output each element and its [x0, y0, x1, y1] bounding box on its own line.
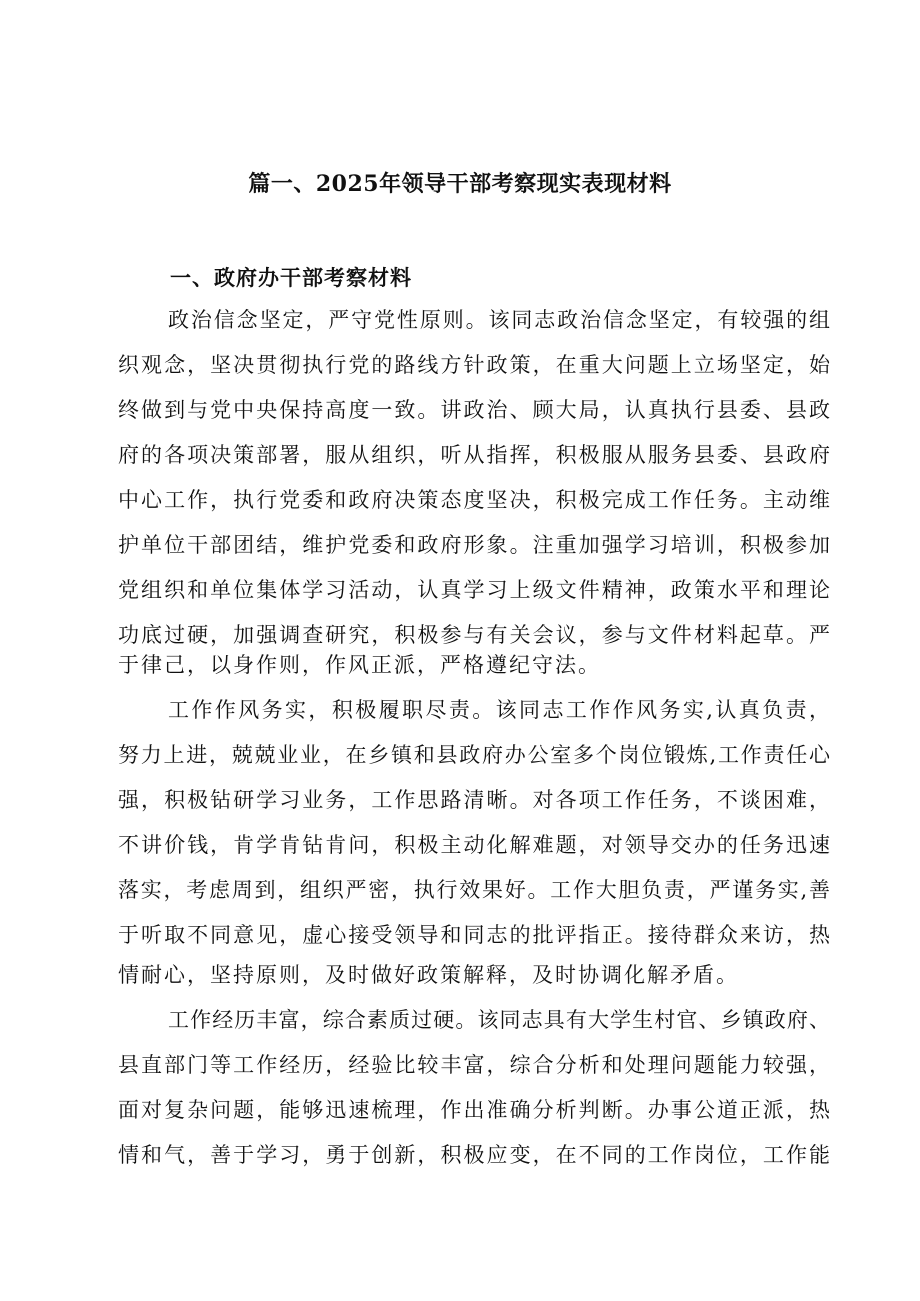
paragraph-line: 强，积极钻研学习业务，工作思路清晰。对各项工作任务，不谈困难，	[118, 788, 830, 812]
paragraph-line: 情耐心，坚持原则，及时做好政策解释，及时协调化解矛盾。	[118, 963, 739, 987]
paragraph-line: 于听取不同意见，虚心接受领导和同志的批评指正。接待群众来访，热	[118, 923, 830, 947]
paragraph-line: 护单位干部团结，维护党委和政府形象。注重加强学习培训，积极参加	[118, 533, 830, 557]
paragraph-line: 落实，考虑周到，组织严密，执行效果好。工作大胆负责，严谨务实,善	[118, 878, 830, 902]
paragraph-line: 中心工作，执行党委和政府决策态度坚决，积极完成工作任务。主动维	[118, 488, 830, 512]
paragraph-line: 功底过硬，加强调查研究，积极参与有关会议，参与文件材料起草。严	[118, 623, 830, 647]
document-title: 篇一、2025年领导干部考察现实表现材料	[248, 171, 672, 197]
paragraph-line: 终做到与党中央保持高度一致。讲政治、顾大局，认真执行县委、县政	[118, 398, 830, 422]
paragraph-line: 工作作风务实，积极履职尽责。该同志工作作风务实,认真负责，	[168, 698, 830, 722]
paragraph-line: 于律己，以身作则，作风正派，严格遵纪守法。	[118, 653, 601, 677]
paragraph-line: 工作经历丰富，综合素质过硬。该同志具有大学生村官、乡镇政府、	[168, 1008, 830, 1032]
paragraph-line: 织观念，坚决贯彻执行党的路线方针政策，在重大问题上立场坚定，始	[118, 353, 830, 377]
paragraph-line: 府的各项决策部署，服从组织，听从指挥，积极服从服务县委、县政府	[118, 443, 830, 467]
paragraph-line: 努力上进，兢兢业业，在乡镇和县政府办公室多个岗位锻炼,工作责任心	[118, 743, 830, 767]
section-heading: 一、政府办干部考察材料	[170, 265, 412, 290]
paragraph-line: 不讲价钱，肯学肯钻肯问，积极主动化解难题，对领导交办的任务迅速	[118, 833, 830, 857]
paragraph-line: 情和气，善于学习，勇于创新，积极应变，在不同的工作岗位，工作能	[118, 1143, 830, 1167]
paragraph-line: 政治信念坚定，严守党性原则。该同志政治信念坚定，有较强的组	[168, 308, 830, 332]
paragraph-line: 县直部门等工作经历，经验比较丰富，综合分析和处理问题能力较强，	[118, 1053, 830, 1077]
paragraph-line: 党组织和单位集体学习活动，认真学习上级文件精神，政策水平和理论	[118, 578, 830, 602]
paragraph-line: 面对复杂问题，能够迅速梳理，作出准确分析判断。办事公道正派，热	[118, 1098, 830, 1122]
